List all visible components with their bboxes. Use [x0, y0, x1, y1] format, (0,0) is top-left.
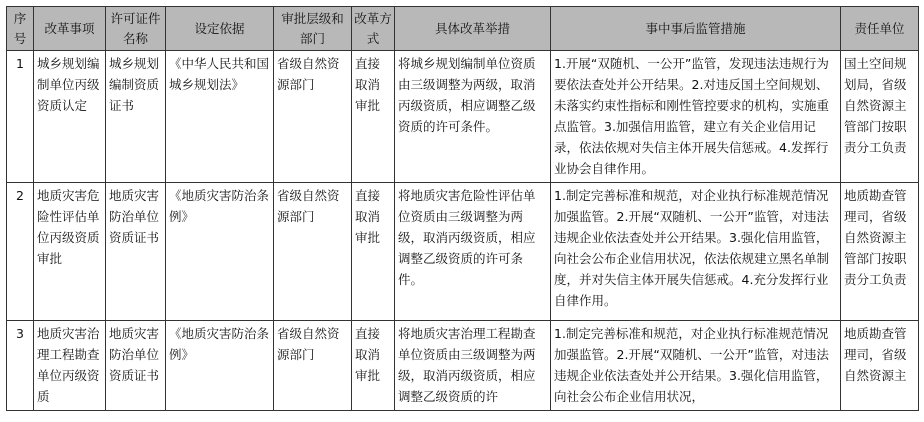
cell-supervision: 1.制定完善标准和规范，对企业执行标准规范情况加强监管。2.开展“双随机、一公开”监管，对违法违规企业依法查处并公开结果。3.强化信用监管，向社会公布企业信用状况，依法依规建立黑名单制度，并对失信主体开展失信惩戒。4.充分发挥行业自律作用。: [551, 183, 841, 321]
cell-dept: 省级自然资源部门: [274, 51, 352, 183]
cell-item: 城乡规划编制单位丙级资质认定: [34, 51, 106, 183]
cell-measure: 将城乡规划编制单位资质由三级调整为两级，取消丙级资质，相应调整乙级资质的许可条件。: [395, 51, 551, 183]
table-row: [7, 51, 919, 183]
cell-no: 1: [7, 51, 34, 183]
header-method: 改革方式: [352, 7, 395, 51]
table-row: [7, 321, 919, 411]
header-measure: 具体改革举措: [395, 7, 551, 51]
reform-table: [6, 6, 919, 411]
cell-basis: 《地质灾害防治条例》: [166, 321, 274, 411]
header-no: 序号: [7, 7, 34, 51]
cell-supervision: 1.制定完善标准和规范，对企业执行标准规范情况加强监管。2.开展“双随机、一公开”监管，对违法违规企业依法查处并公开结果。3.强化信用监管，向社会公布企业信用状况，: [551, 321, 841, 411]
header-supervision: 事中事后监管措施: [551, 7, 841, 51]
cell-no: 2: [7, 183, 34, 321]
cell-dept: 省级自然资源部门: [274, 321, 352, 411]
cell-method: 直接取消审批: [352, 51, 395, 183]
cell-license: 城乡规划编制资质证书: [106, 51, 166, 183]
cell-license: 地质灾害防治单位资质证书: [106, 321, 166, 411]
cell-unit: 地质勘查管理司，省级自然资源主: [841, 321, 919, 411]
header-row: [7, 7, 919, 51]
table-row: [7, 183, 919, 321]
cell-dept: 省级自然资源部门: [274, 183, 352, 321]
cell-method: 直接取消审批: [352, 321, 395, 411]
cell-unit: 国土空间规划局，省级自然资源主管部门按职责分工负责: [841, 51, 919, 183]
cell-measure: 将地质灾害治理工程勘查单位资质由三级调整为两级，取消丙级资质，相应调整乙级资质的许: [395, 321, 551, 411]
cell-license: 地质灾害防治单位资质证书: [106, 183, 166, 321]
cell-basis: 《地质灾害防治条例》: [166, 183, 274, 321]
cell-item: 地质灾害危险性评估单位丙级资质审批: [34, 183, 106, 321]
cell-item: 地质灾害治理工程勘查单位丙级资质: [34, 321, 106, 411]
header-item: 改革事项: [34, 7, 106, 51]
cell-unit: 地质勘查管理司，省级自然资源主管部门按职责分工负责: [841, 183, 919, 321]
header-license: 许可证件名称: [106, 7, 166, 51]
cell-no: 3: [7, 321, 34, 411]
cell-measure: 将地质灾害危险性评估单位资质由三级调整为两级，取消丙级资质，相应调整乙级资质的许可条件。: [395, 183, 551, 321]
header-dept: 审批层级和部门: [274, 7, 352, 51]
header-basis: 设定依据: [166, 7, 274, 51]
cell-method: 直接取消审批: [352, 183, 395, 321]
header-unit: 责任单位: [841, 7, 919, 51]
cell-supervision: 1.开展“双随机、一公开”监管，发现违法违规行为要依法查处并公开结果。2.对违反国土空间规划、未落实约束性指标和刚性管控要求的机构，实施重点监管。3.加强信用监管，建立有关企业信用记录，依法依规对失信主体开展失信惩戒。4.发挥行业协会自律作用。: [551, 51, 841, 183]
cell-basis: 《中华人民共和国城乡规划法》: [166, 51, 274, 183]
